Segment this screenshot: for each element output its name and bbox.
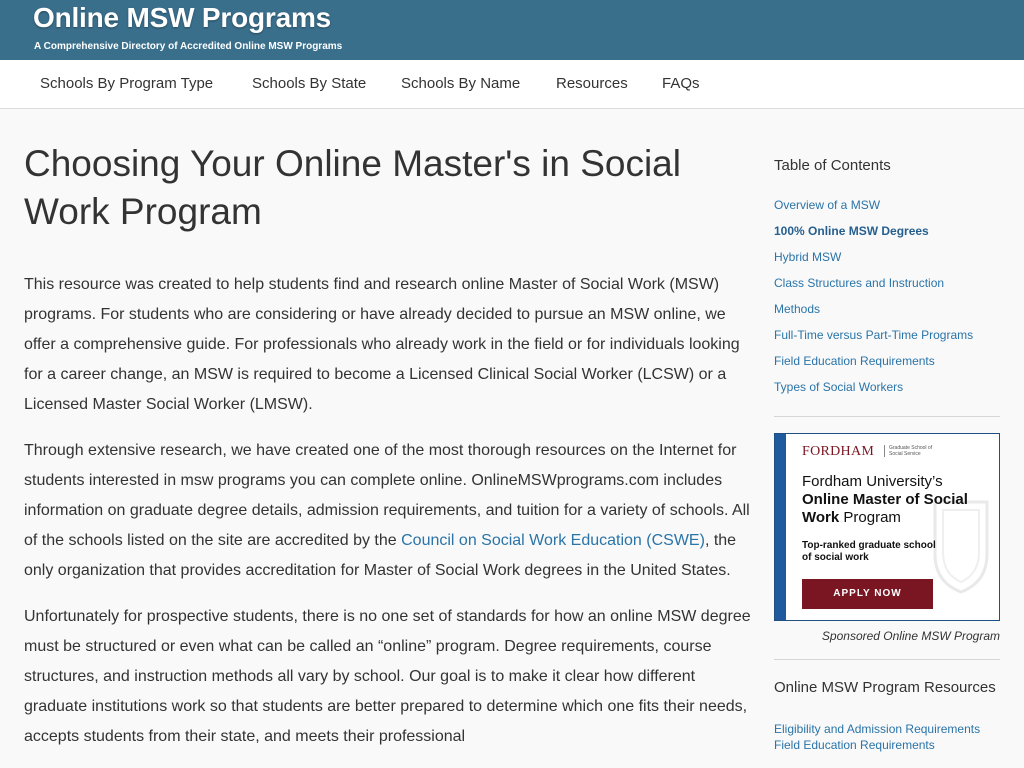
toc-field-education[interactable]: Field Education Requirements [774, 354, 935, 368]
intro-paragraph: This resource was created to help students find and research online Master of Social Work (MSW) programs. For students who are considering or have already decided to pursue an MSW online, we offer a comprehensive guide. For professionals who already work in the field or for individuals looking for a career change, an MSW is required to become a Licensed Clinical Social Worker (LCSW) or a Licensed Master Social Worker (LMSW). [24, 276, 740, 413]
site-banner [0, 0, 1024, 60]
toc-heading: Table of Contents [774, 157, 891, 174]
standards-paragraph: Unfortunately for prospective students, there is no one set of standards for how an online MSW degree must be structured or even what can be called an “online” program. Degree requirements, course structures, and instruction methods all vary by school. Our goal is to make it clear how different graduate institutions work so that students are better prepared to determine which one fits their needs, accepts students from their state, and meets their professional [24, 608, 751, 745]
site-title[interactable]: Online MSW Programs [33, 2, 332, 33]
cswe-link[interactable]: Council on Social Work Education (CSWE) [401, 532, 705, 549]
resources-heading: Online MSW Program Resources [774, 679, 996, 696]
apply-now-button[interactable]: APPLY NOW [802, 579, 933, 609]
fordham-logo-subtitle: Graduate School of Social Service [884, 445, 935, 457]
nav-schools-by-program-type[interactable]: Schools By Program Type [40, 75, 214, 92]
resources-list [774, 721, 1000, 753]
nav-resources[interactable]: Resources [556, 75, 628, 92]
toc-methods[interactable]: Methods [774, 302, 821, 316]
ad-headline-3-bold: Work [802, 509, 840, 526]
ad-accent-strip [775, 434, 786, 620]
ad-headline-2: Online Master of Social [802, 491, 968, 508]
sidebar-divider-2 [774, 659, 1000, 660]
research-text-before: Through extensive research, we have created one of the most thorough resources on the Internet for students interested in msw programs you can complete online. OnlineMSWprograms.com includes information on graduate degree details, admission requirements, and tuition for a variety of schools. All of the schools listed on the site are accredited by the [24, 442, 750, 549]
table-of-contents [774, 192, 1000, 400]
resource-eligibility-admission[interactable]: Eligibility and Admission Requirements [774, 722, 981, 736]
toc-online-msw-degrees[interactable]: 100% Online MSW Degrees [774, 224, 929, 238]
sidebar-divider [774, 416, 1000, 417]
nav-schools-by-state[interactable]: Schools By State [252, 75, 367, 92]
resource-field-education[interactable]: Field Education Requirements [774, 738, 935, 752]
toc-full-vs-part-time[interactable]: Full-Time versus Part-Time Programs [774, 328, 974, 342]
research-text-after: , the only organization that provides accreditation for Master of Social Work degrees in the United States. [24, 532, 737, 579]
ad-headline-1: Fordham University’s [802, 473, 943, 490]
ad-caption: Sponsored Online MSW Program [821, 629, 1000, 643]
toc-class-structures[interactable]: Class Structures and Instruction [774, 276, 945, 290]
sidebar [774, 140, 1000, 753]
nav-faqs[interactable]: FAQs [662, 75, 700, 92]
toc-types-of-social-workers[interactable]: Types of Social Workers [774, 380, 904, 394]
toc-overview-of-msw[interactable]: Overview of a MSW [774, 198, 881, 212]
page-title: Choosing Your Online Master's in Social Work Program [24, 143, 681, 232]
research-paragraph [24, 436, 754, 586]
toc-hybrid-msw[interactable]: Hybrid MSW [774, 250, 842, 264]
fordham-logo: FORDHAM [802, 444, 875, 459]
main-nav [0, 60, 1024, 109]
ad-headline-3-rest: Program [839, 509, 901, 526]
fordham-ad[interactable] [774, 433, 1000, 621]
ad-headline-3 [802, 509, 901, 526]
main-content [24, 140, 754, 752]
nav-schools-by-name[interactable]: Schools By Name [401, 75, 521, 92]
site-tagline: A Comprehensive Directory of Accredited Online MSW Programs [34, 41, 343, 52]
ad-tagline: Top-ranked graduate school of social work [802, 540, 936, 563]
